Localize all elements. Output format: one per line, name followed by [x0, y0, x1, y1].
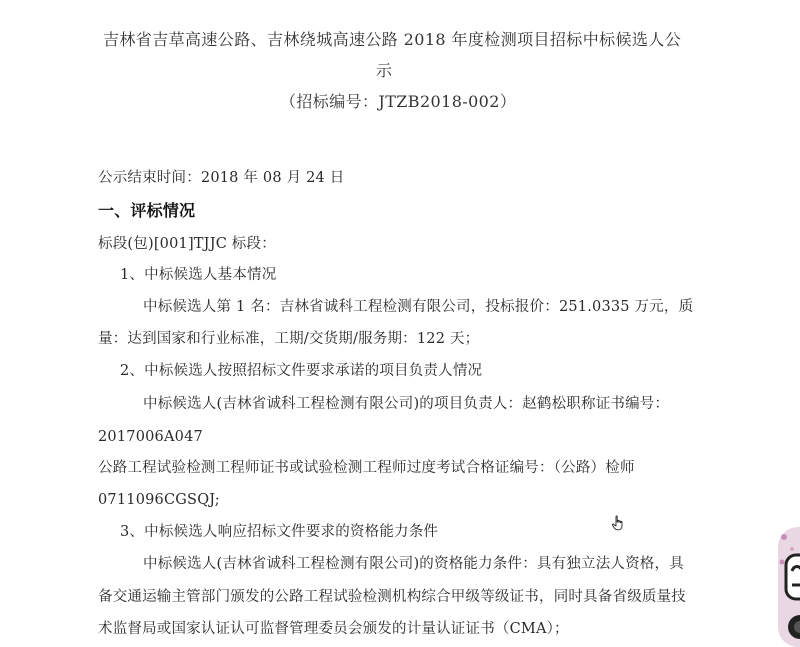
- item1-text-line1: 中标候选人第 1 名：吉林省诚科工程检测有限公司，投标报价：251.0335 万元，质: [143, 299, 694, 315]
- item2-text-line4: 0711096CGSQJ;: [98, 492, 220, 508]
- floating-widget-icon[interactable]: [778, 527, 800, 647]
- item2-heading: 2、中标候选人按照招标文件要求承诺的项目负责人情况: [120, 363, 483, 379]
- item3-text-line1: 中标候选人(吉林省诚科工程检测有限公司)的资格能力条件：具有独立法人资格，具: [143, 556, 684, 572]
- item3-heading: 3、中标候选人响应招标文件要求的资格能力条件: [120, 524, 439, 540]
- item2-text-line3: 公路工程试验检测工程师证书或试验检测工程师过度考试合格证编号：（公路）检师: [98, 460, 635, 476]
- item2-text-line1: 中标候选人(吉林省诚科工程检测有限公司)的项目负责人：赵鹤松职称证书编号：: [143, 396, 670, 412]
- item2-text-line2: 2017006A047: [98, 429, 203, 445]
- item3-text-line3: 术监督局或国家认证认可监督管理委员会颁发的计量认证证书（CMA）；: [98, 621, 569, 637]
- hand-pointer-icon: [611, 515, 625, 531]
- document-title-line1: 吉林省吉草高速公路、吉林绕城高速公路 2018 年度检测项目招标中标候选人公: [103, 30, 682, 49]
- lot-label: 标段(包)[001]TJJC 标段：: [98, 236, 276, 252]
- end-time: 公示结束时间：2018 年 08 月 24 日: [98, 170, 345, 186]
- section-heading-evaluation: 一、评标情况: [98, 201, 196, 220]
- item1-text-line2: 量：达到国家和行业标准，工期/交货期/服务期：122 天；: [98, 331, 480, 347]
- bid-number: （招标编号：JTZB2018-002）: [280, 92, 517, 111]
- item1-heading: 1、中标候选人基本情况: [120, 267, 277, 283]
- document-title-line2: 示: [376, 61, 393, 80]
- item3-text-line2: 备交通运输主管部门颁发的公路工程试验检测机构综合甲级等级证书，同时具备省级质量技: [98, 589, 686, 605]
